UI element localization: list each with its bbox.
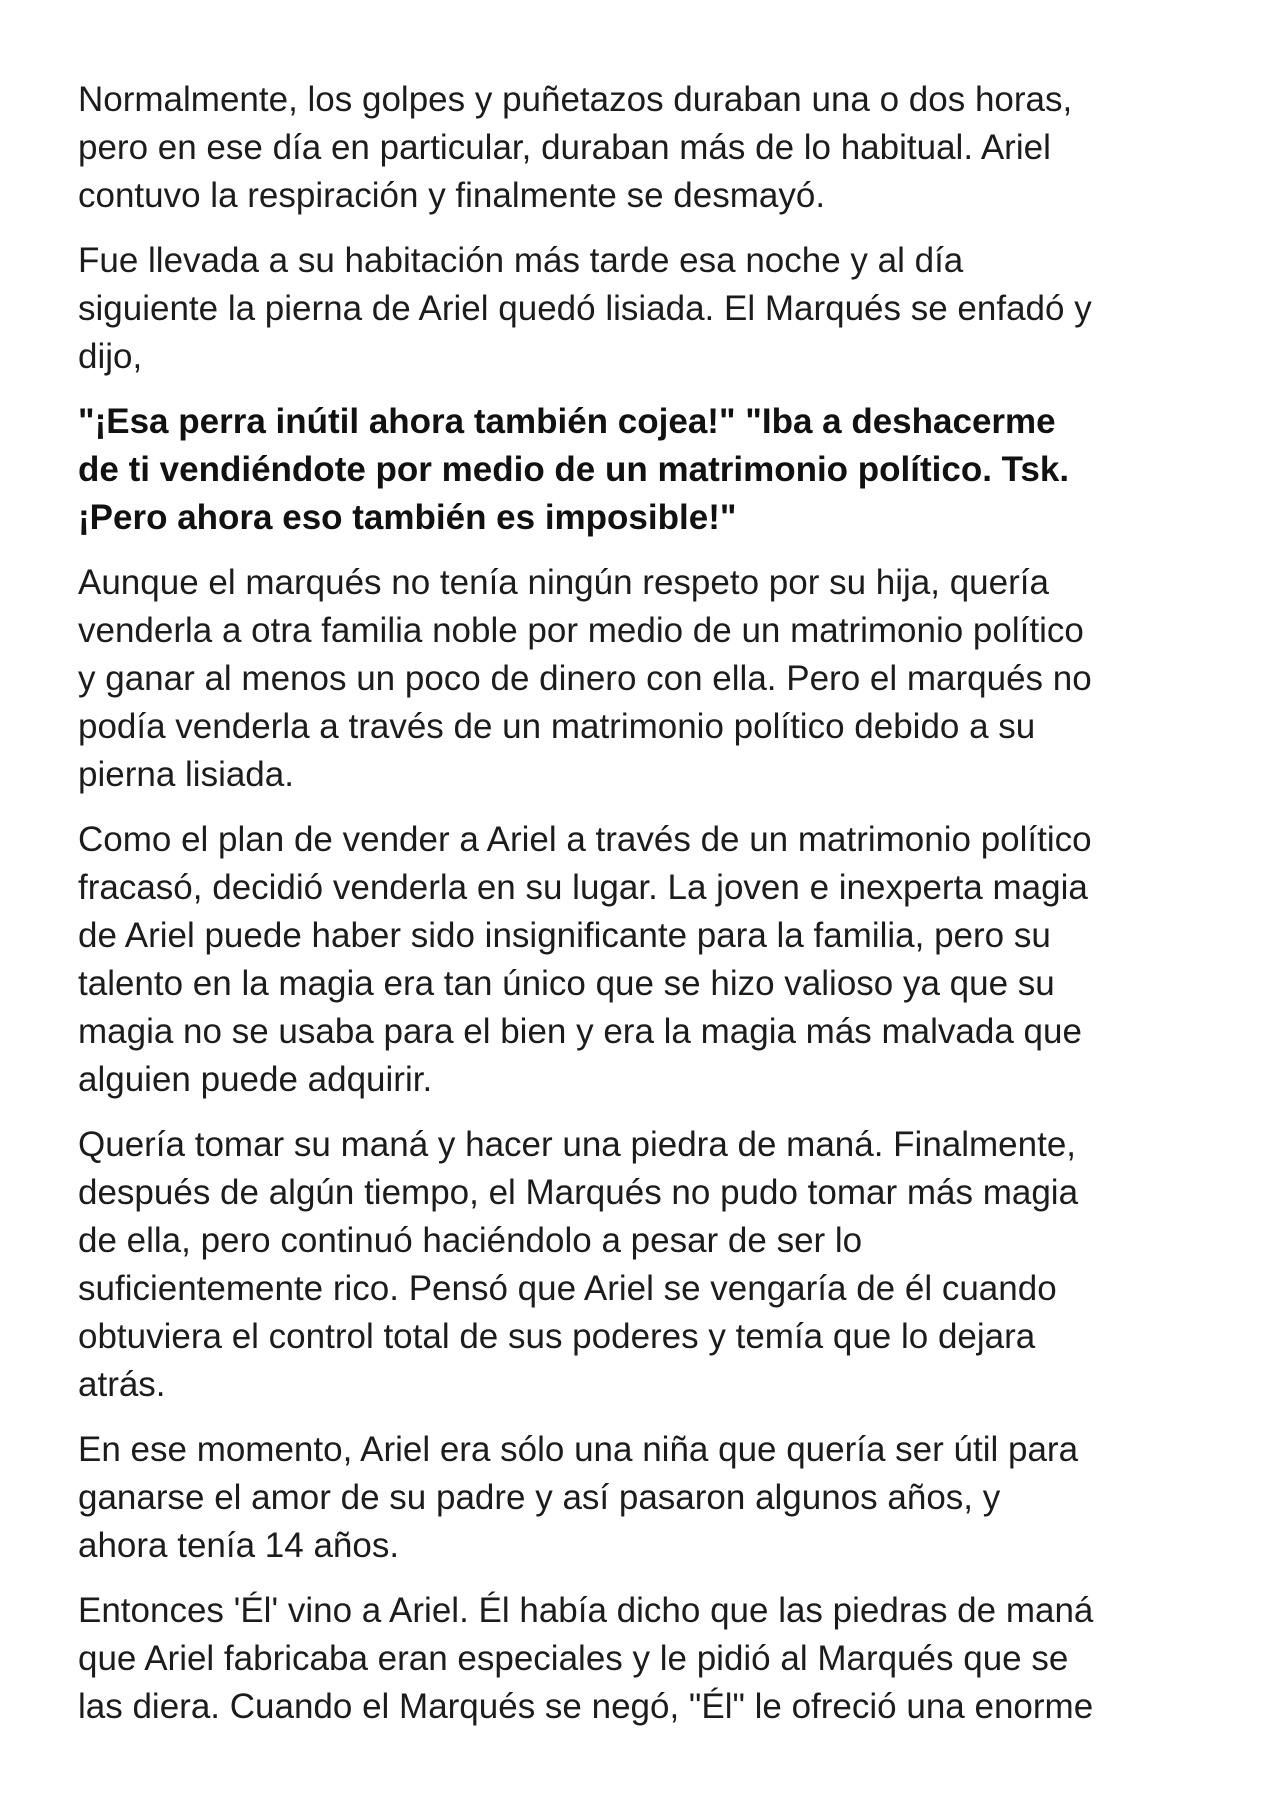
paragraph-7: En ese momento, Ariel era sólo una niña que quería ser útil para ganarse el amor de su padre y así pasaron algunos años, y ahora tenía 14 años. xyxy=(78,1430,1079,1565)
paragraph-5: Como el plan de vender a Ariel a través de un matrimonio político fracasó, decidió venderla en su lugar. La joven e inexperta magia de Ariel puede haber sido insignificante para la familia, pero su talento en la magia era tan único que se hizo valioso ya que su magia no se usaba para el bien y era la magia más malvada que alguien puede adquirir. xyxy=(78,820,1092,1099)
paragraph-2: Fue llevada a su habitación más tarde esa noche y al día siguiente la pierna de Ariel quedó lisiada. El Marqués se enfadó y dijo, xyxy=(78,241,1092,376)
paragraph-8: Entonces 'Él' vino a Ariel. Él había dicho que las piedras de maná que Ariel fabricaba eran especiales y le pidió al Marqués que se las diera. Cuando el Marqués se negó, "Él" le ofreció una enorme xyxy=(78,1591,1094,1726)
paragraph-6: Quería tomar su maná y hacer una piedra de maná. Finalmente, después de algún tiempo, el Marqués no pudo tomar más magia de ella, pero continuó haciéndolo a pesar de ser lo suficientemente rico. Pensó que Ariel se vengaría de él cuando obtuviera el control total de sus poderes y temía que lo dejara atrás. xyxy=(78,1125,1079,1404)
paragraph-3-quote: "¡Esa perra inútil ahora también cojea!" "Iba a deshacerme de ti vendiéndote por medio de un matrimonio político. Tsk. ¡Pero ahora eso también es imposible!" xyxy=(78,402,1070,537)
paragraph-4: Aunque el marqués no tenía ningún respeto por su hija, quería venderla a otra familia noble por medio de un matrimonio político y ganar al menos un poco de dinero con ella. Pero el marqués no podía venderla a través de un matrimonio político debido a su pierna lisiada. xyxy=(78,563,1092,794)
document-page xyxy=(78,76,1218,1748)
paragraph-1: Normalmente, los golpes y puñetazos duraban una o dos horas, pero en ese día en particular, duraban más de lo habitual. Ariel contuvo la respiración y finalmente se desmayó. xyxy=(78,80,1073,215)
